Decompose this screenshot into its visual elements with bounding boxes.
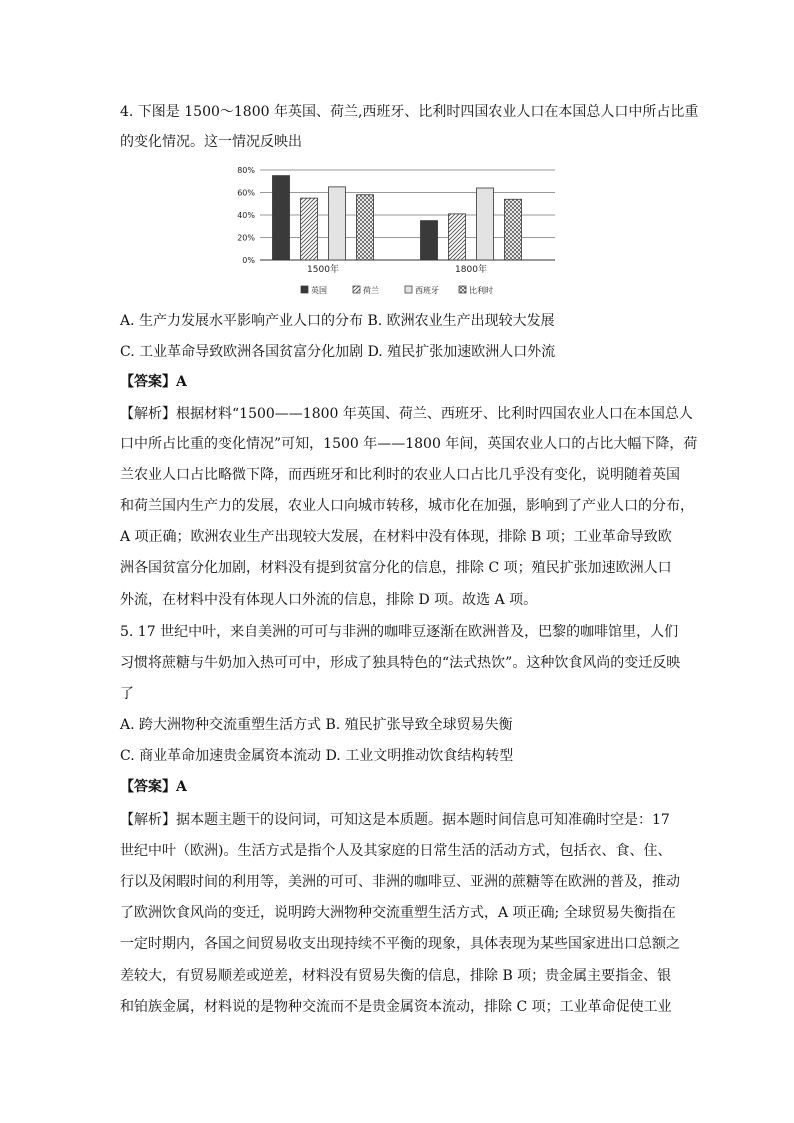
q4-stem-line-2: 的变化情况。这一情况反映出 <box>120 134 302 150</box>
legend-label: 英国 <box>311 286 327 295</box>
q4-stem-line-1: 4. 下图是 1500～1800 年英国、荷兰,西班牙、比利时四国农业人口在本国总人口中所占比重 <box>120 104 699 120</box>
q4-analysis-line: 和荷兰国内生产力的发展，农业人口向城市转移，城市化在加强，影响到了产业人口的分布， <box>120 498 694 514</box>
x-tick-label: 1500年 <box>307 265 339 275</box>
legend-label: 西班牙 <box>415 286 439 295</box>
q5-analysis-line: 世纪中叶（欧洲)。生活方式是指个人及其家庭的日常生活的活动方式，包括衣、食、住、 <box>120 843 672 859</box>
legend-swatch <box>301 286 308 293</box>
y-tick-label: 80% <box>237 166 255 175</box>
y-tick-label: 0% <box>242 256 255 265</box>
legend-swatch <box>353 286 360 293</box>
q5-analysis-line: 一定时期内，各国之间贸易收支出现持续不平衡的现象，具体表现为某些国家进出口总额之 <box>120 936 680 952</box>
legend-swatch <box>459 286 466 293</box>
q4-answer: 【答案】A <box>120 374 187 390</box>
y-tick-label: 60% <box>237 188 255 198</box>
q4-analysis-line: A 项正确；欧洲农业生产出现较大发展，在材料中没有体现，排除 B 项；工业革命导致欧 <box>120 529 672 545</box>
bar-荷兰-1800年 <box>449 214 466 260</box>
q4-analysis-line: 兰农业人口占比略微下降，而西班牙和比利时的农业人口占比几乎没有变化，说明随着英国 <box>120 467 680 483</box>
q4-options-line-2: C. 工业革命导致欧洲各国贫富分化加剧 D. 殖民扩张加速欧洲人口外流 <box>120 344 556 360</box>
q5-analysis-line: 【解析】据本题主题干的设问词，可知这是本质题。据本题时间信息可知准确时空是：17 <box>120 812 670 828</box>
legend-label: 比利时 <box>469 286 493 295</box>
q5-analysis-line: 差较大，有贸易顺差或逆差，材料没有贸易失衡的信息，排除 B 项；贵金属主要指金、银 <box>120 968 672 984</box>
q4-options-line-1: A. 生产力发展水平影响产业人口的分布 B. 欧洲农业生产出现较大发展 <box>120 313 555 329</box>
y-tick-label: 40% <box>237 211 255 220</box>
legend-swatch <box>405 286 412 293</box>
q5-analysis-line: 和铂族金属，材料说的是物种交流而不是贵金属资本流动，排除 C 项；工业革命促使工业 <box>120 999 672 1015</box>
bar-荷兰-1500年 <box>301 198 318 260</box>
y-tick-label: 20% <box>237 233 255 243</box>
bar-比利时-1800年 <box>505 199 522 260</box>
bar-英国-1800年 <box>421 221 438 260</box>
legend-label: 荷兰 <box>363 286 379 295</box>
q5-stem-line: 习惯将蔗糖与牛奶加入热可可中，形成了独具特色的“法式热饮”。这种饮食风尚的变迁反映 <box>120 655 681 671</box>
bar-英国-1500年 <box>273 176 290 260</box>
q4-analysis-line: 洲各国贫富分化加剧，材料没有提到贫富分化的信息，排除 C 项；殖民扩张加速欧洲人口 <box>120 560 672 576</box>
population-bar-chart <box>225 160 565 300</box>
bar-比利时-1500年 <box>357 195 374 260</box>
x-tick-label: 1800年 <box>455 265 487 275</box>
q4-analysis-line: 【解析】根据材料“1500——1800 年英国、荷兰、西班牙、比利时四国农业人口在本国总人 <box>120 406 693 422</box>
q5-options-line-2: C. 商业革命加速贵金属资本流动 D. 工业文明推动饮食结构转型 <box>120 748 514 764</box>
q4-analysis-line: 口中所占比重的变化情况”可知，1500 年——1800 年间，英国农业人口的占比大幅下降，荷 <box>120 436 698 452</box>
q5-options-line-1: A. 跨大洲物种交流重塑生活方式 B. 殖民扩张导致全球贸易失衡 <box>120 717 513 733</box>
q5-stem-line: 5. 17 世纪中叶，来自美洲的可可与非洲的咖啡豆逐渐在欧洲普及，巴黎的咖啡馆里，人们 <box>120 624 679 640</box>
q5-analysis-line: 行以及闲暇时间的利用等，美洲的可可、非洲的咖啡豆、亚洲的蔗糖等在欧洲的普及，推动 <box>120 874 680 890</box>
q5-analysis-line: 了欧洲饮食风尚的变迁，说明跨大洲物种交流重塑生活方式，A 项正确; 全球贸易失衡指在 <box>120 905 676 921</box>
q5-stem-line: 了 <box>120 686 134 702</box>
bar-西班牙-1500年 <box>329 187 346 260</box>
q5-answer: 【答案】A <box>120 779 187 795</box>
bar-西班牙-1800年 <box>477 188 494 260</box>
q4-analysis-line: 外流，在材料中没有体现人口外流的信息，排除 D 项。故选 A 项。 <box>120 592 538 608</box>
